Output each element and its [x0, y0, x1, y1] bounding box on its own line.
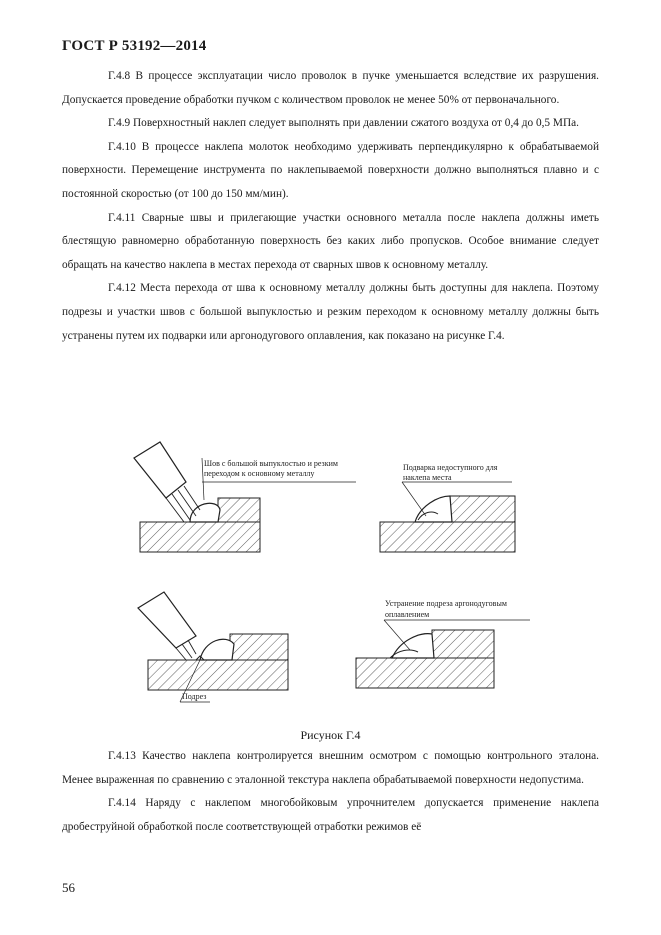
text-block-top	[62, 65, 599, 348]
text-block-bottom	[62, 745, 599, 839]
label-inaccessible-1: Подварка недоступного для	[403, 463, 498, 472]
figure-g-4	[120, 440, 550, 720]
paragraph-g-4-12: Г.4.12 Места перехода от шва к основному металлу должны быть доступны для наклепа. Поэтому подрезы и участки швов с большой выпуклостью и резким переходом к основному металлу должны быть устранены путем их подварки или аргонодугового оплавления, как показано на рисунке Г.4.	[62, 282, 599, 342]
paragraph-g-4-9: Г.4.9 Поверхностный наклеп следует выполнять при давлении сжатого воздуха от 0,4 до 0,5 МПа.	[108, 117, 579, 130]
paragraph-g-4-14: Г.4.14 Наряду с наклепом многобойковым упрочнителем допускается применение наклепа дробеструйной обработкой после соответствующей отработки режимов её	[62, 797, 599, 833]
panel-bottom-left	[138, 592, 288, 702]
label-large-convexity-1: Шов с большой выпуклостью и резким	[204, 459, 338, 468]
label-argon-arc-2: оплавлением	[385, 610, 430, 619]
welding-diagram	[120, 440, 550, 720]
paragraph-g-4-8: Г.4.8 В процессе эксплуатации число проволок в пучке уменьшается вследствие их разрушения. Допускается проведение обработки пучком с количеством проволок не менее 50% от первоначального.	[62, 70, 599, 106]
label-inaccessible-2: наклепа места	[403, 473, 452, 482]
paragraph-g-4-10: Г.4.10 В процессе наклепа молоток необходимо удерживать перпендикулярно к обрабатываемой поверхности. Перемещение инструмента по наклепываемой поверхности должно выполняться плавно и с постоянной скоростью (от 100 до 150 мм/мин).	[62, 140, 599, 200]
label-argon-arc-1: Устранение подреза аргонодуговым	[385, 599, 507, 608]
label-undercut: Подрез	[182, 692, 207, 701]
panel-bottom-right	[356, 599, 530, 688]
label-large-convexity-2: переходом к основному металлу	[204, 469, 315, 478]
panel-top-right	[380, 463, 515, 552]
panel-top-left	[134, 442, 356, 552]
page-number: 56	[62, 880, 75, 895]
paragraph-g-4-13: Г.4.13 Качество наклепа контролируется внешним осмотром с помощью контрольного эталона. Менее выраженная по сравнению с эталонной текстура наклепа обрабатываемой поверхности недопустима.	[62, 750, 599, 786]
paragraph-g-4-11: Г.4.11 Сварные швы и прилегающие участки основного металла после наклепа должны иметь блестящую равномерно обработанную поверхность без каких либо пропусков. Особое внимание следует обращать на качество наклепа в местах перехода от сварных швов к основному металлу.	[62, 211, 599, 271]
figure-caption: Рисунок Г.4	[300, 728, 361, 742]
document-header: ГОСТ Р 53192—2014	[62, 38, 207, 54]
